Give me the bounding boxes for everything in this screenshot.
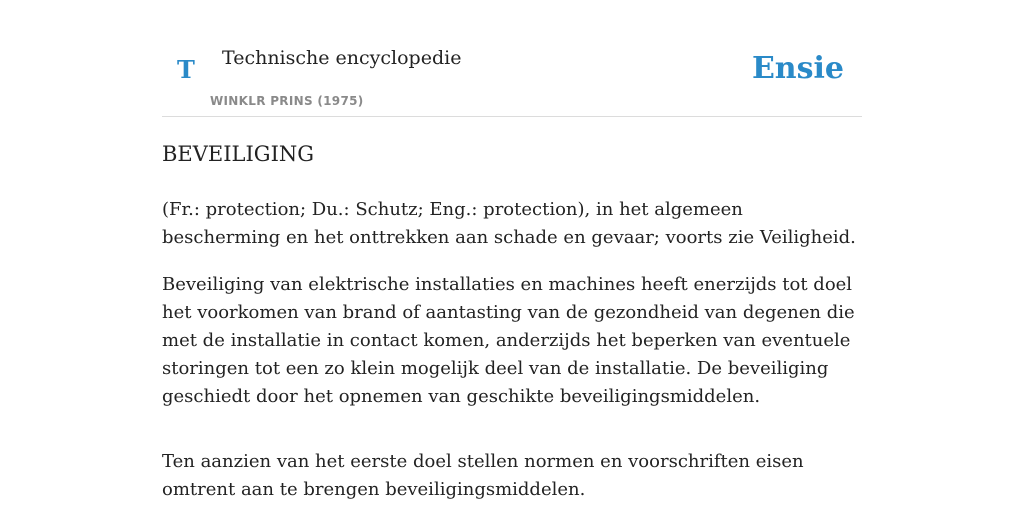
entry-paragraph: Ten aanzien van het eerste doel stellen normen en voorschriften eisen omtrent aan te brengen beveiligingsmiddelen. bbox=[162, 451, 804, 500]
encyclopedia-logo-icon[interactable]: T bbox=[177, 55, 195, 84]
encyclopedia-title-link[interactable]: Technische encyclopedie bbox=[222, 47, 462, 69]
brand-logo-link[interactable]: Ensie bbox=[751, 51, 844, 86]
entry-title: BEVEILIGING bbox=[162, 142, 315, 166]
entry-paragraph: Beveiliging van elektrische installaties en machines heeft enerzijds tot doel het voorkomen van brand of aantasting van de gezondheid van degenen die met de installatie in contact komen, anderzijds het beperken van eventuele storingen tot een zo klein mogelijk deel van de installatie. De beveiliging geschiedt door het opnemen van geschikte beveiligingsmiddelen. bbox=[162, 274, 855, 407]
entry-content bbox=[162, 136, 862, 512]
source-label: WINKLR PRINS (1975) bbox=[210, 94, 364, 108]
header bbox=[162, 0, 862, 117]
entry-paragraph: (Fr.: protection; Du.: Schutz; Eng.: protection), in het algemeen bescherming en het onttrekken aan schade en gevaar; voorts zie Veiligheid. bbox=[162, 199, 856, 248]
